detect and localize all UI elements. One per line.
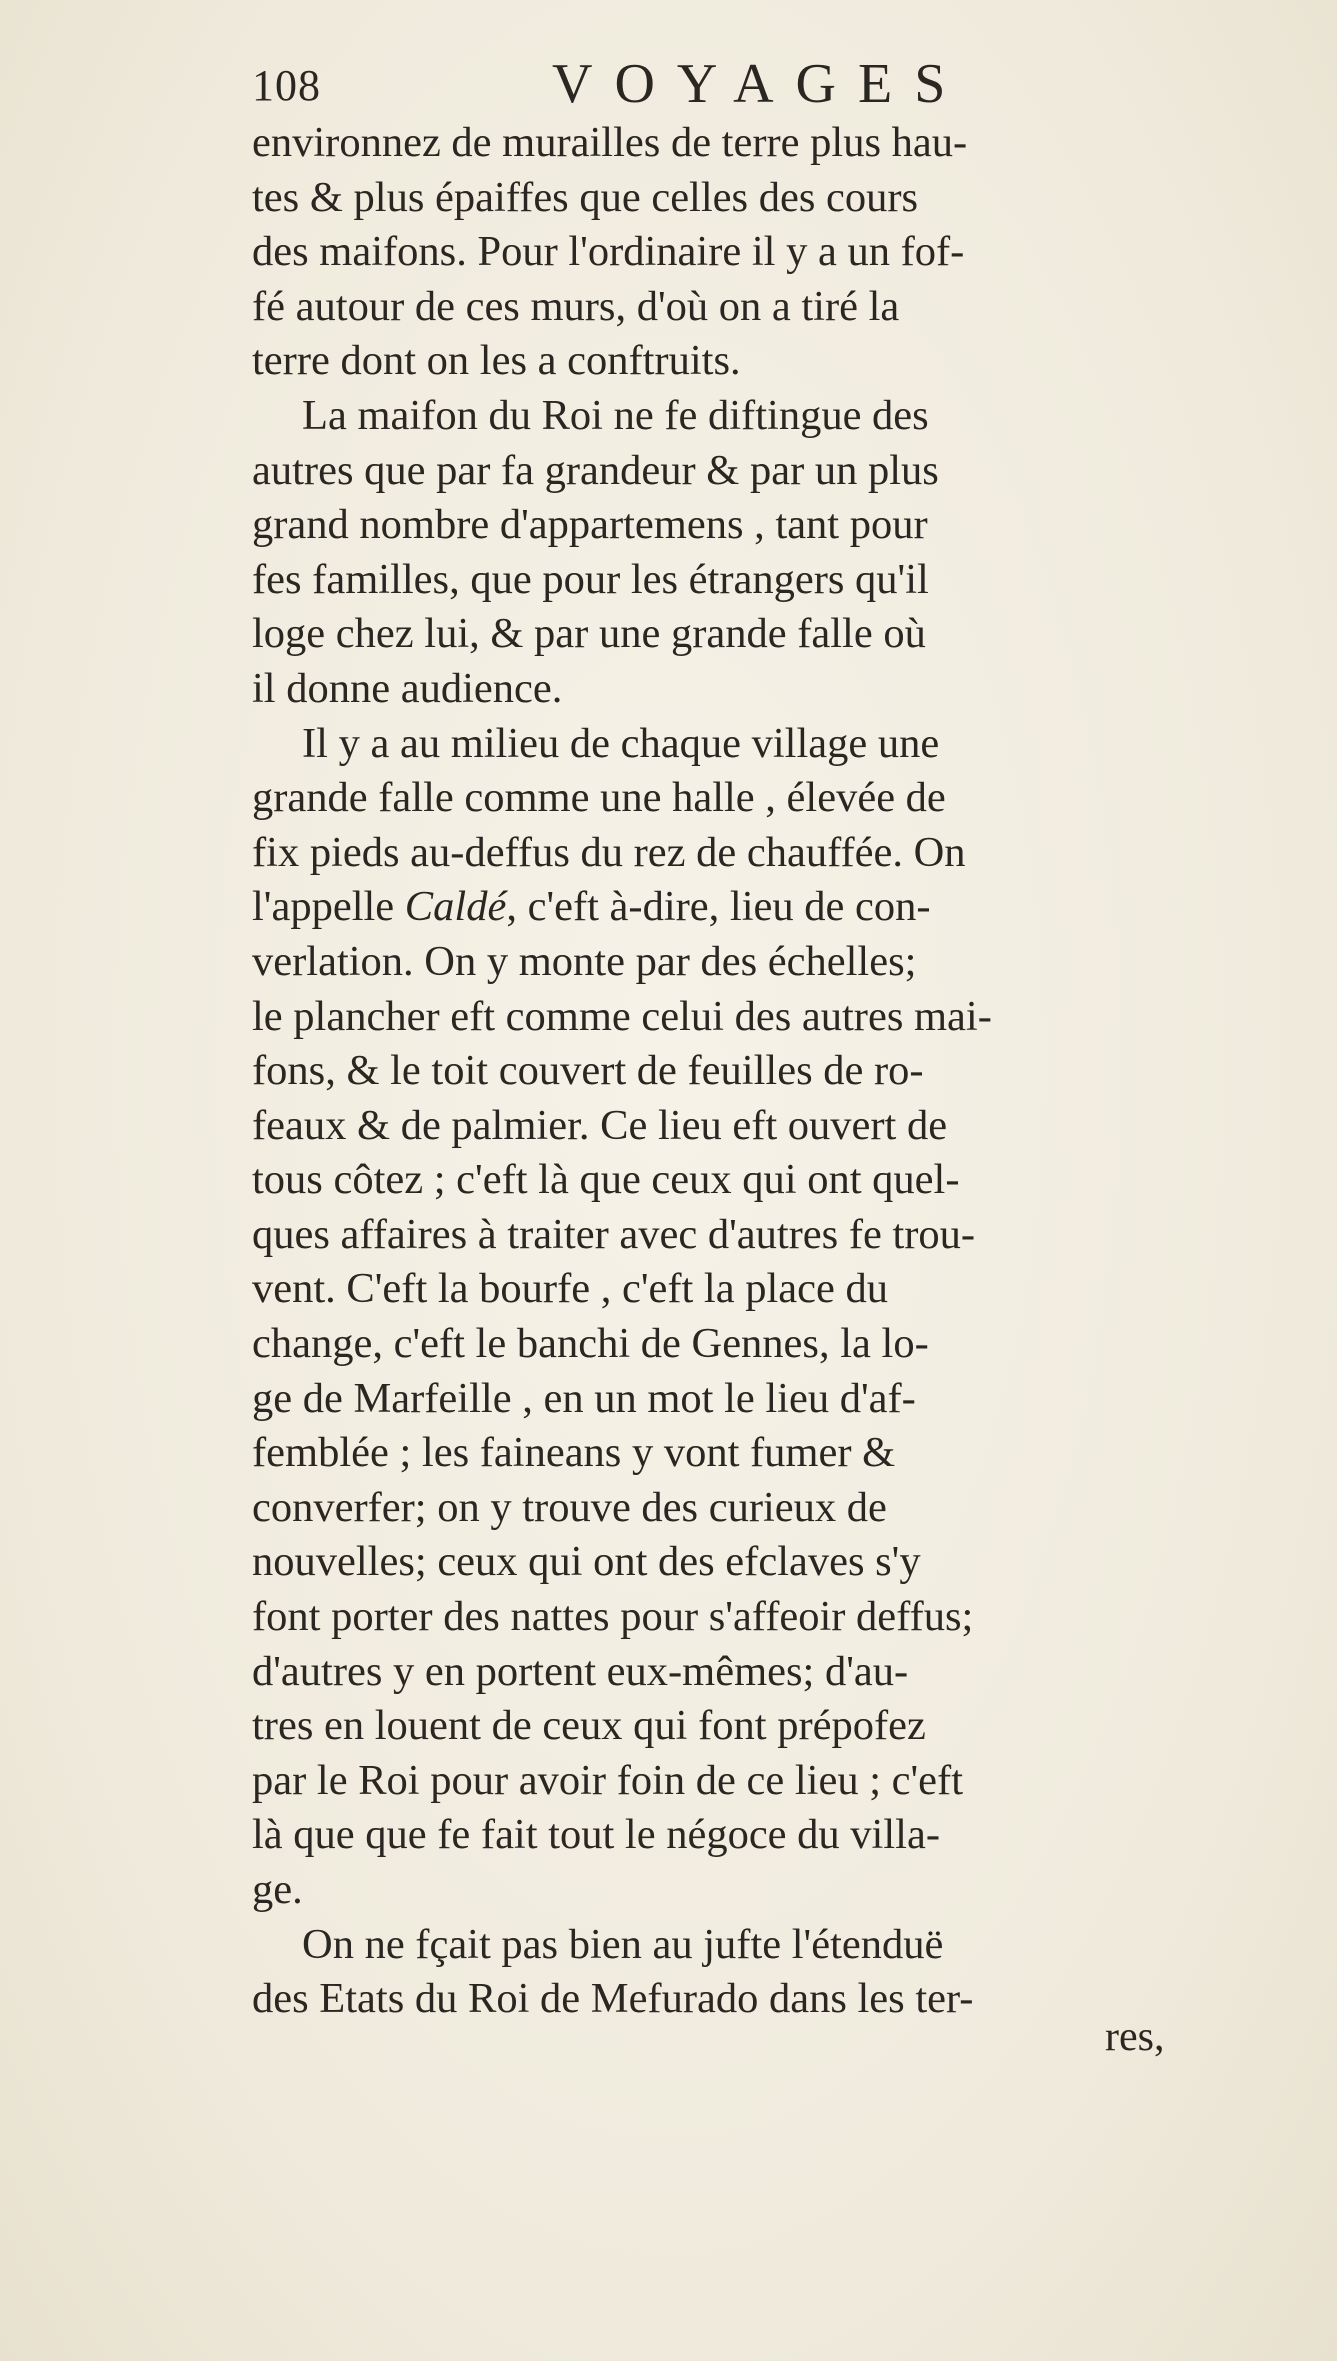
- text-line: [252, 880, 1242, 935]
- text-line: verlation. On y monte par des échelles;: [252, 937, 917, 985]
- text-line: environnez de murailles de terre plus hau-: [252, 119, 968, 166]
- text-segment: l'appelle: [252, 883, 405, 931]
- text-line: fons, & le toit couvert de feuilles de ro-: [252, 1047, 924, 1095]
- text-line: d'autres y en portent eux-mêmes; d'au-: [252, 1647, 909, 1695]
- text-line: ques affaires à traiter avec d'autres fe trou-: [252, 1210, 976, 1258]
- running-head: [252, 52, 972, 116]
- text-line: ge de Marfeille , en un mot le lieu d'af-: [252, 1374, 916, 1422]
- text-line: il donne audience.: [252, 664, 563, 712]
- text-line: vent. C'eft la bourfe , c'eft la place du: [252, 1265, 889, 1313]
- text-line: On ne fçait pas bien au jufte l'étenduë: [302, 1920, 944, 1968]
- text-line: nouvelles; ceux qui ont des efclaves s'y: [252, 1538, 921, 1586]
- text-line: tes & plus épaiffes que celles des cours: [252, 173, 919, 221]
- text-line: tres en louent de ceux qui font prépofez: [252, 1702, 926, 1750]
- text-line: change, c'eft le banchi de Gennes, la lo-: [252, 1320, 929, 1368]
- text-line: fes familles, que pour les étrangers qu'il: [252, 555, 929, 603]
- text-line: autres que par fa grandeur & par un plus: [252, 446, 939, 494]
- text-line: femblée ; les faineans y vont fumer &: [252, 1429, 896, 1477]
- text-line: font porter des nattes pour s'affeoir deffus;: [252, 1593, 974, 1641]
- running-title: VOYAGES: [552, 53, 968, 115]
- catchword: res,: [1105, 2014, 1165, 2060]
- text-line: Il y a au milieu de chaque village une: [302, 719, 940, 767]
- text-line: grande falle comme une halle , élevée de: [252, 774, 946, 822]
- text-segment: , c'eft à-dire, lieu de con-: [506, 883, 931, 931]
- text-line: ge.: [252, 1866, 303, 1913]
- text-line: La maifon du Roi ne fe diftingue des: [302, 391, 929, 439]
- text-line: grand nombre d'appartemens , tant pour: [252, 501, 928, 549]
- text-line: par le Roi pour avoir foin de ce lieu ; c'eft: [252, 1756, 964, 1804]
- body-text: [252, 116, 1242, 2027]
- text-line: loge chez lui, & par une grande falle où: [252, 610, 926, 658]
- text-line: le plancher eft comme celui des autres mai-: [252, 992, 992, 1040]
- text-line: des Etats du Roi de Mefurado dans les ter-: [252, 1975, 974, 2023]
- text-line: là que que fe fait tout le négoce du villa-: [252, 1811, 940, 1859]
- page-number: 108: [252, 61, 321, 110]
- text-line: feaux & de palmier. Ce lieu eft ouvert de: [252, 1101, 948, 1149]
- text-line: des maifons. Pour l'ordinaire il y a un fof-: [252, 228, 965, 276]
- text-line: tous côtez ; c'eft là que ceux qui ont quel-: [252, 1156, 960, 1204]
- text-line: terre dont on les a conftruits.: [252, 337, 741, 385]
- text-line: fix pieds au-deffus du rez de chauffée. On: [252, 828, 966, 876]
- italic-term: Caldé: [404, 883, 507, 931]
- text-line: converfer; on y trouve des curieux de: [252, 1483, 887, 1531]
- text-line: fé autour de ces murs, d'où on a tiré la: [252, 282, 900, 330]
